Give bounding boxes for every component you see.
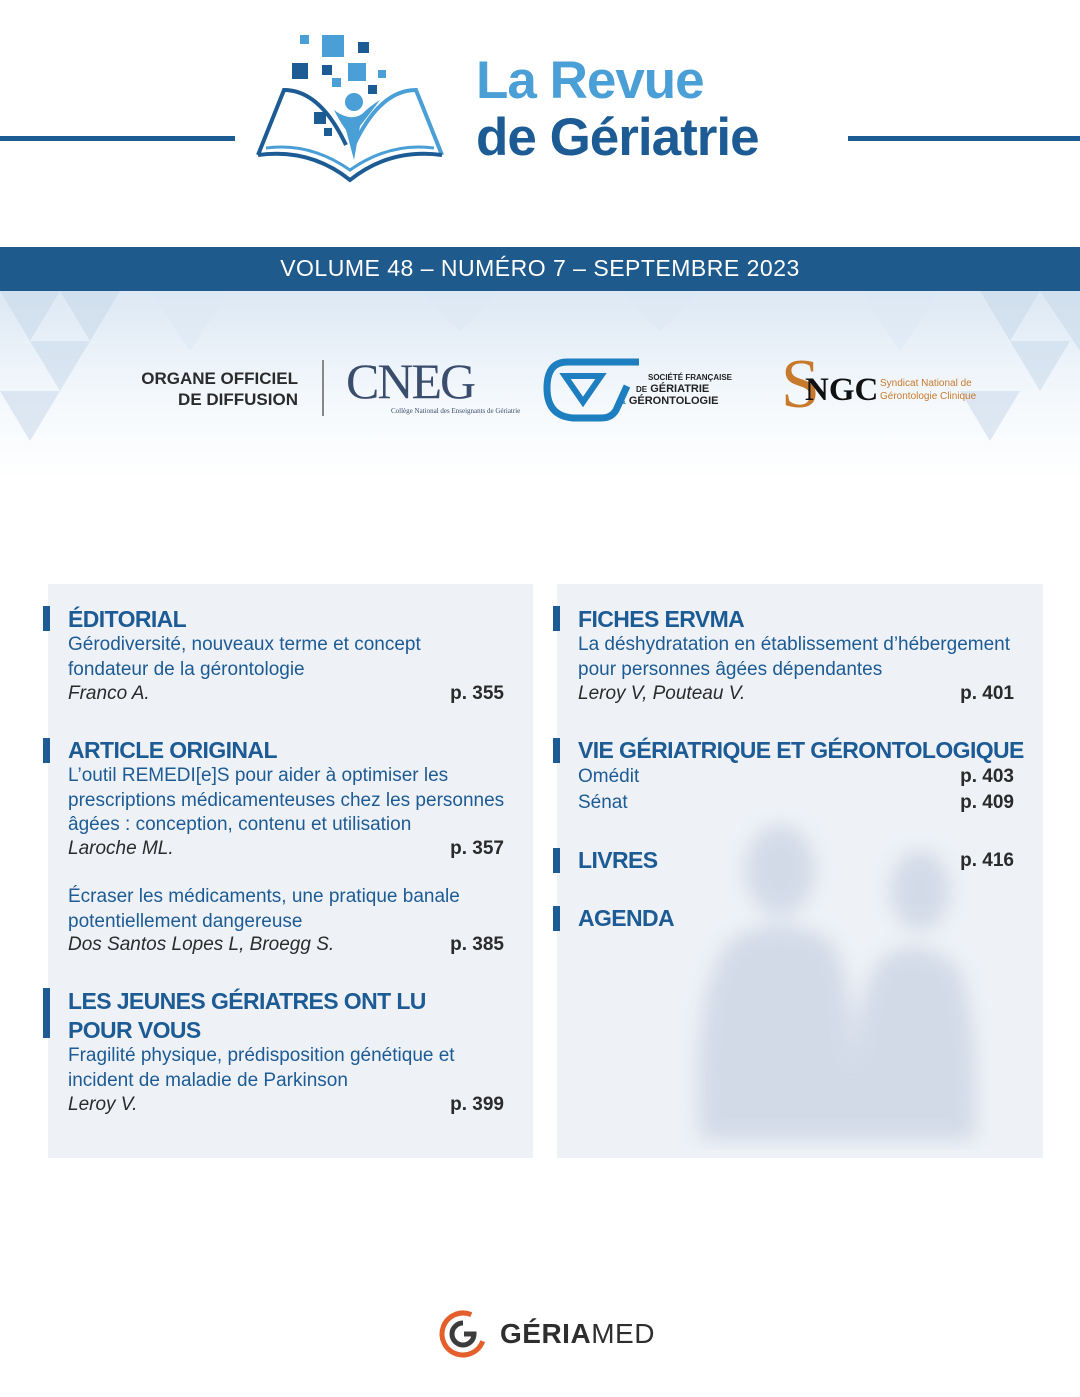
journal-title-line1: La Revue bbox=[476, 51, 704, 110]
cneg-logo: CNEG bbox=[346, 353, 475, 409]
article-page[interactable]: p. 403 bbox=[960, 766, 1014, 787]
section-heading-livres: LIVRES bbox=[578, 847, 658, 873]
section-marker bbox=[43, 606, 50, 631]
geriamed-logo-icon bbox=[437, 1308, 489, 1360]
section-heading-fiches-ervma: FICHES ERVMA bbox=[578, 606, 745, 632]
article-page[interactable]: p. 409 bbox=[960, 792, 1014, 813]
geriamed-brand: GÉRIAMED bbox=[500, 1318, 655, 1349]
section-marker bbox=[43, 738, 50, 763]
section-marker bbox=[43, 988, 50, 1038]
partner-divider bbox=[322, 360, 324, 416]
section-heading-vie-geriatrique: VIE GÉRIATRIQUE ET GÉRONTOLOGIQUE bbox=[578, 737, 1024, 763]
section-heading-editorial: ÉDITORIAL bbox=[68, 606, 187, 632]
section-heading-article-original: ARTICLE ORIGINAL bbox=[68, 737, 277, 763]
article-title-senat[interactable]: Sénat bbox=[578, 792, 628, 813]
section-marker bbox=[553, 738, 560, 763]
section-marker bbox=[553, 848, 560, 873]
sfgg-logo-icon bbox=[543, 358, 643, 422]
section-heading-agenda: AGENDA bbox=[578, 905, 675, 931]
article-author: Leroy V, Pouteau V. bbox=[578, 683, 746, 704]
sngc-line2: Gérontologie Clinique bbox=[880, 391, 977, 402]
article-author: Franco A. bbox=[68, 683, 150, 704]
cneg-fullname: Collège National des Enseignants de Gériatrie bbox=[391, 407, 521, 415]
article-title-deshydratation[interactable]: La déshydratation en établissement d’hébergement pour personnes âgées dépendantes bbox=[578, 634, 1011, 680]
sngc-line1: Syndicat National de bbox=[880, 378, 972, 389]
article-title-ecraser[interactable]: Écraser les médicaments, une pratique banale potentiellement dangereuse bbox=[68, 886, 460, 932]
article-title-remedies[interactable]: L’outil REMEDI[e]S pour aider à optimiser les prescriptions médicamenteuses chez les personnes âgées : conception, contenu et utilisation bbox=[68, 765, 505, 835]
article-page[interactable]: p. 401 bbox=[960, 683, 1014, 704]
article-title-fragilite[interactable]: Fragilité physique, prédisposition génétique et incident de maladie de Parkinson bbox=[68, 1045, 455, 1091]
sfgg-line1: SOCIÉTÉ FRANÇAISE bbox=[648, 373, 733, 382]
sngc-logo-s: S bbox=[781, 346, 820, 423]
article-title-editorial[interactable]: Gérodiversité, nouveaux terme et concept fondateur de la gérontologie bbox=[68, 634, 421, 680]
section-marker bbox=[553, 906, 560, 931]
article-author: Leroy V. bbox=[68, 1094, 138, 1115]
sngc-logo-ngc: NGC bbox=[805, 372, 879, 408]
organe-officiel-label: ORGANE OFFICIEL DE DIFFUSION bbox=[141, 369, 298, 409]
header-rule-left bbox=[0, 136, 235, 141]
article-author: Dos Santos Lopes L, Broegg S. bbox=[68, 934, 335, 955]
section-marker bbox=[553, 606, 560, 631]
article-page[interactable]: p. 399 bbox=[450, 1094, 504, 1115]
article-page[interactable]: p. 416 bbox=[960, 850, 1014, 871]
article-page[interactable]: p. 355 bbox=[450, 683, 504, 704]
article-page[interactable]: p. 357 bbox=[450, 838, 504, 859]
volume-issue-line: VOLUME 48 – NUMÉRO 7 – SEPTEMBRE 2023 bbox=[280, 255, 800, 281]
sfgg-line3: & GÉRONTOLOGIE bbox=[620, 395, 719, 407]
article-page[interactable]: p. 385 bbox=[450, 934, 504, 955]
sfgg-line2: DE GÉRIATRIE bbox=[636, 383, 710, 395]
journal-title-line2: de Gériatrie bbox=[476, 108, 759, 167]
article-title-omedit[interactable]: Omédit bbox=[578, 766, 640, 787]
section-heading-jeunes-geriatres: LES JEUNES GÉRIATRES ONT LU POUR VOUS bbox=[68, 988, 426, 1043]
open-book-logo-icon bbox=[250, 30, 450, 190]
article-author: Laroche ML. bbox=[68, 838, 174, 859]
header-rule-right bbox=[848, 136, 1080, 141]
